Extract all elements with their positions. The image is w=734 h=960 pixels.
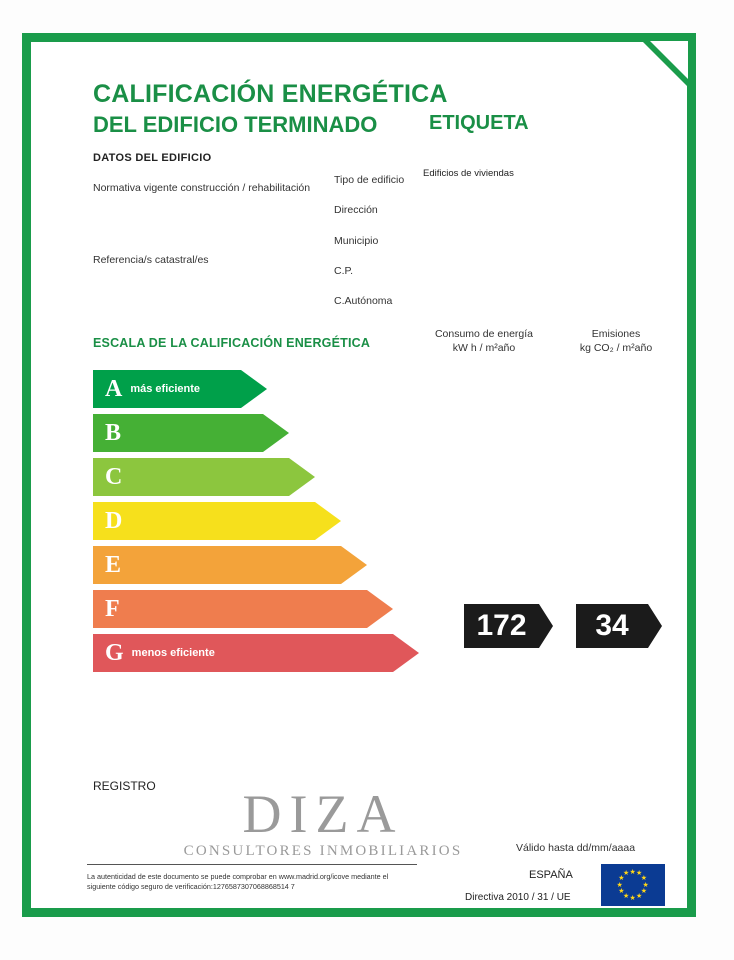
eu-star-icon: ★ — [618, 888, 625, 895]
energy-bar-note: menos eficiente — [131, 647, 215, 659]
company-logo — [173, 784, 473, 860]
referencia-catastral-label: Referencia/s catastral/es — [93, 254, 209, 266]
valid-until-text: Válido hasta dd/mm/aaaa — [516, 842, 636, 854]
energy-bar-row — [93, 543, 413, 587]
eu-star-icon: ★ — [640, 875, 648, 882]
energy-bar-body — [93, 502, 315, 540]
scale-section-title: ESCALA DE LA CALIFICACIÓN ENERGÉTICA — [93, 336, 371, 350]
energy-bar-f — [93, 590, 393, 628]
certificate-content — [31, 42, 687, 908]
energy-bar-arrow — [393, 634, 419, 672]
registro-label: REGISTRO — [93, 779, 156, 793]
field-value-tipo-edificio: Edificios de viviendas — [423, 168, 514, 179]
energy-bar-arrow — [341, 546, 367, 584]
field-label-comunidad-autonoma: C.Autónoma — [334, 295, 393, 307]
value-badge-consumo: 172 — [464, 604, 539, 648]
energy-bar-letter: F — [105, 595, 120, 622]
eu-star-icon: ★ — [629, 894, 636, 902]
energy-bar-c — [93, 458, 315, 496]
certificate-frame — [22, 33, 696, 917]
energy-bar-letter: E — [105, 551, 122, 578]
energy-bar-b — [93, 414, 289, 452]
page-title-line2: DEL EDIFICIO TERMINADO — [93, 112, 378, 137]
energy-bar-arrow — [241, 370, 267, 408]
column-header-consumo-line2: kW h / m²año — [452, 342, 516, 355]
eu-flag-icon — [601, 864, 665, 906]
eu-star-icon: ★ — [636, 870, 643, 878]
energy-bar-letter: D — [105, 507, 123, 534]
eu-flag-stars — [601, 864, 665, 906]
energy-scale-bars — [93, 367, 413, 675]
footer-divider — [87, 864, 417, 865]
field-label-municipio: Municipio — [334, 235, 379, 247]
energy-bar-row — [93, 499, 413, 543]
eu-star-icon: ★ — [629, 868, 636, 876]
column-header-emisiones — [551, 327, 681, 355]
energy-bar-letter: A — [105, 375, 123, 402]
field-label-tipo-edificio: Tipo de edificio — [334, 174, 405, 186]
column-header-consumo-line1: Consumo de energía — [434, 328, 534, 340]
energy-bar-d — [93, 502, 341, 540]
page-title-line1: CALIFICACIÓN ENERGÉTICA — [93, 80, 448, 108]
energy-bar-arrow — [315, 502, 341, 540]
energy-bar-body — [93, 546, 341, 584]
eu-star-icon: ★ — [623, 870, 630, 878]
energy-bar-row — [93, 367, 413, 411]
energy-bar-arrow — [263, 414, 289, 452]
energy-bar-letter: C — [105, 463, 123, 490]
energy-bar-body — [93, 634, 393, 672]
energy-bar-letter: G — [105, 639, 124, 666]
energy-bar-letter: B — [105, 419, 122, 446]
company-logo-tagline: CONSULTORES INMOBILIARIOS — [183, 843, 463, 859]
energy-bar-body — [93, 590, 367, 628]
field-label-direccion: Dirección — [334, 204, 378, 216]
energy-bar-arrow — [289, 458, 315, 496]
field-label-cp: C.P. — [334, 265, 354, 277]
energy-bar-body — [93, 370, 241, 408]
eu-star-icon: ★ — [640, 888, 648, 895]
building-data-section-title: DATOS DEL EDIFICIO — [93, 152, 212, 164]
eu-star-icon: ★ — [636, 892, 643, 900]
energy-bar-a — [93, 370, 267, 408]
energy-bar-row — [93, 455, 413, 499]
energy-bar-body — [93, 458, 289, 496]
normativa-label: Normativa vigente construcción / rehabilitación — [93, 182, 311, 194]
energy-bar-row — [93, 631, 413, 675]
value-badge-emisiones: 34 — [576, 604, 648, 648]
directive-label: Directiva 2010 / 31 / UE — [465, 892, 571, 903]
column-header-emisiones-line2: kg CO₂ / m²año — [579, 342, 653, 355]
country-label: ESPAÑA — [529, 869, 573, 881]
label-type: ETIQUETA — [429, 112, 529, 134]
energy-bar-row — [93, 587, 413, 631]
company-logo-name: DIZA — [242, 784, 404, 844]
energy-bar-g — [93, 634, 419, 672]
energy-bar-e — [93, 546, 367, 584]
column-header-consumo — [414, 327, 554, 355]
energy-bar-row — [93, 411, 413, 455]
eu-star-icon: ★ — [642, 881, 649, 889]
authenticity-note: La autenticidad de este documento se puede comprobar en www.madrid.org/icove mediante el siguiente código seguro de verificación:1276587307068868514 7 — [87, 872, 389, 892]
eu-star-icon: ★ — [623, 892, 630, 900]
energy-bar-body — [93, 414, 263, 452]
energy-bar-note: más eficiente — [130, 383, 201, 395]
column-header-emisiones-line1: Emisiones — [591, 328, 641, 340]
eu-star-icon: ★ — [618, 875, 625, 882]
energy-bar-arrow — [367, 590, 393, 628]
eu-star-icon: ★ — [616, 881, 623, 889]
